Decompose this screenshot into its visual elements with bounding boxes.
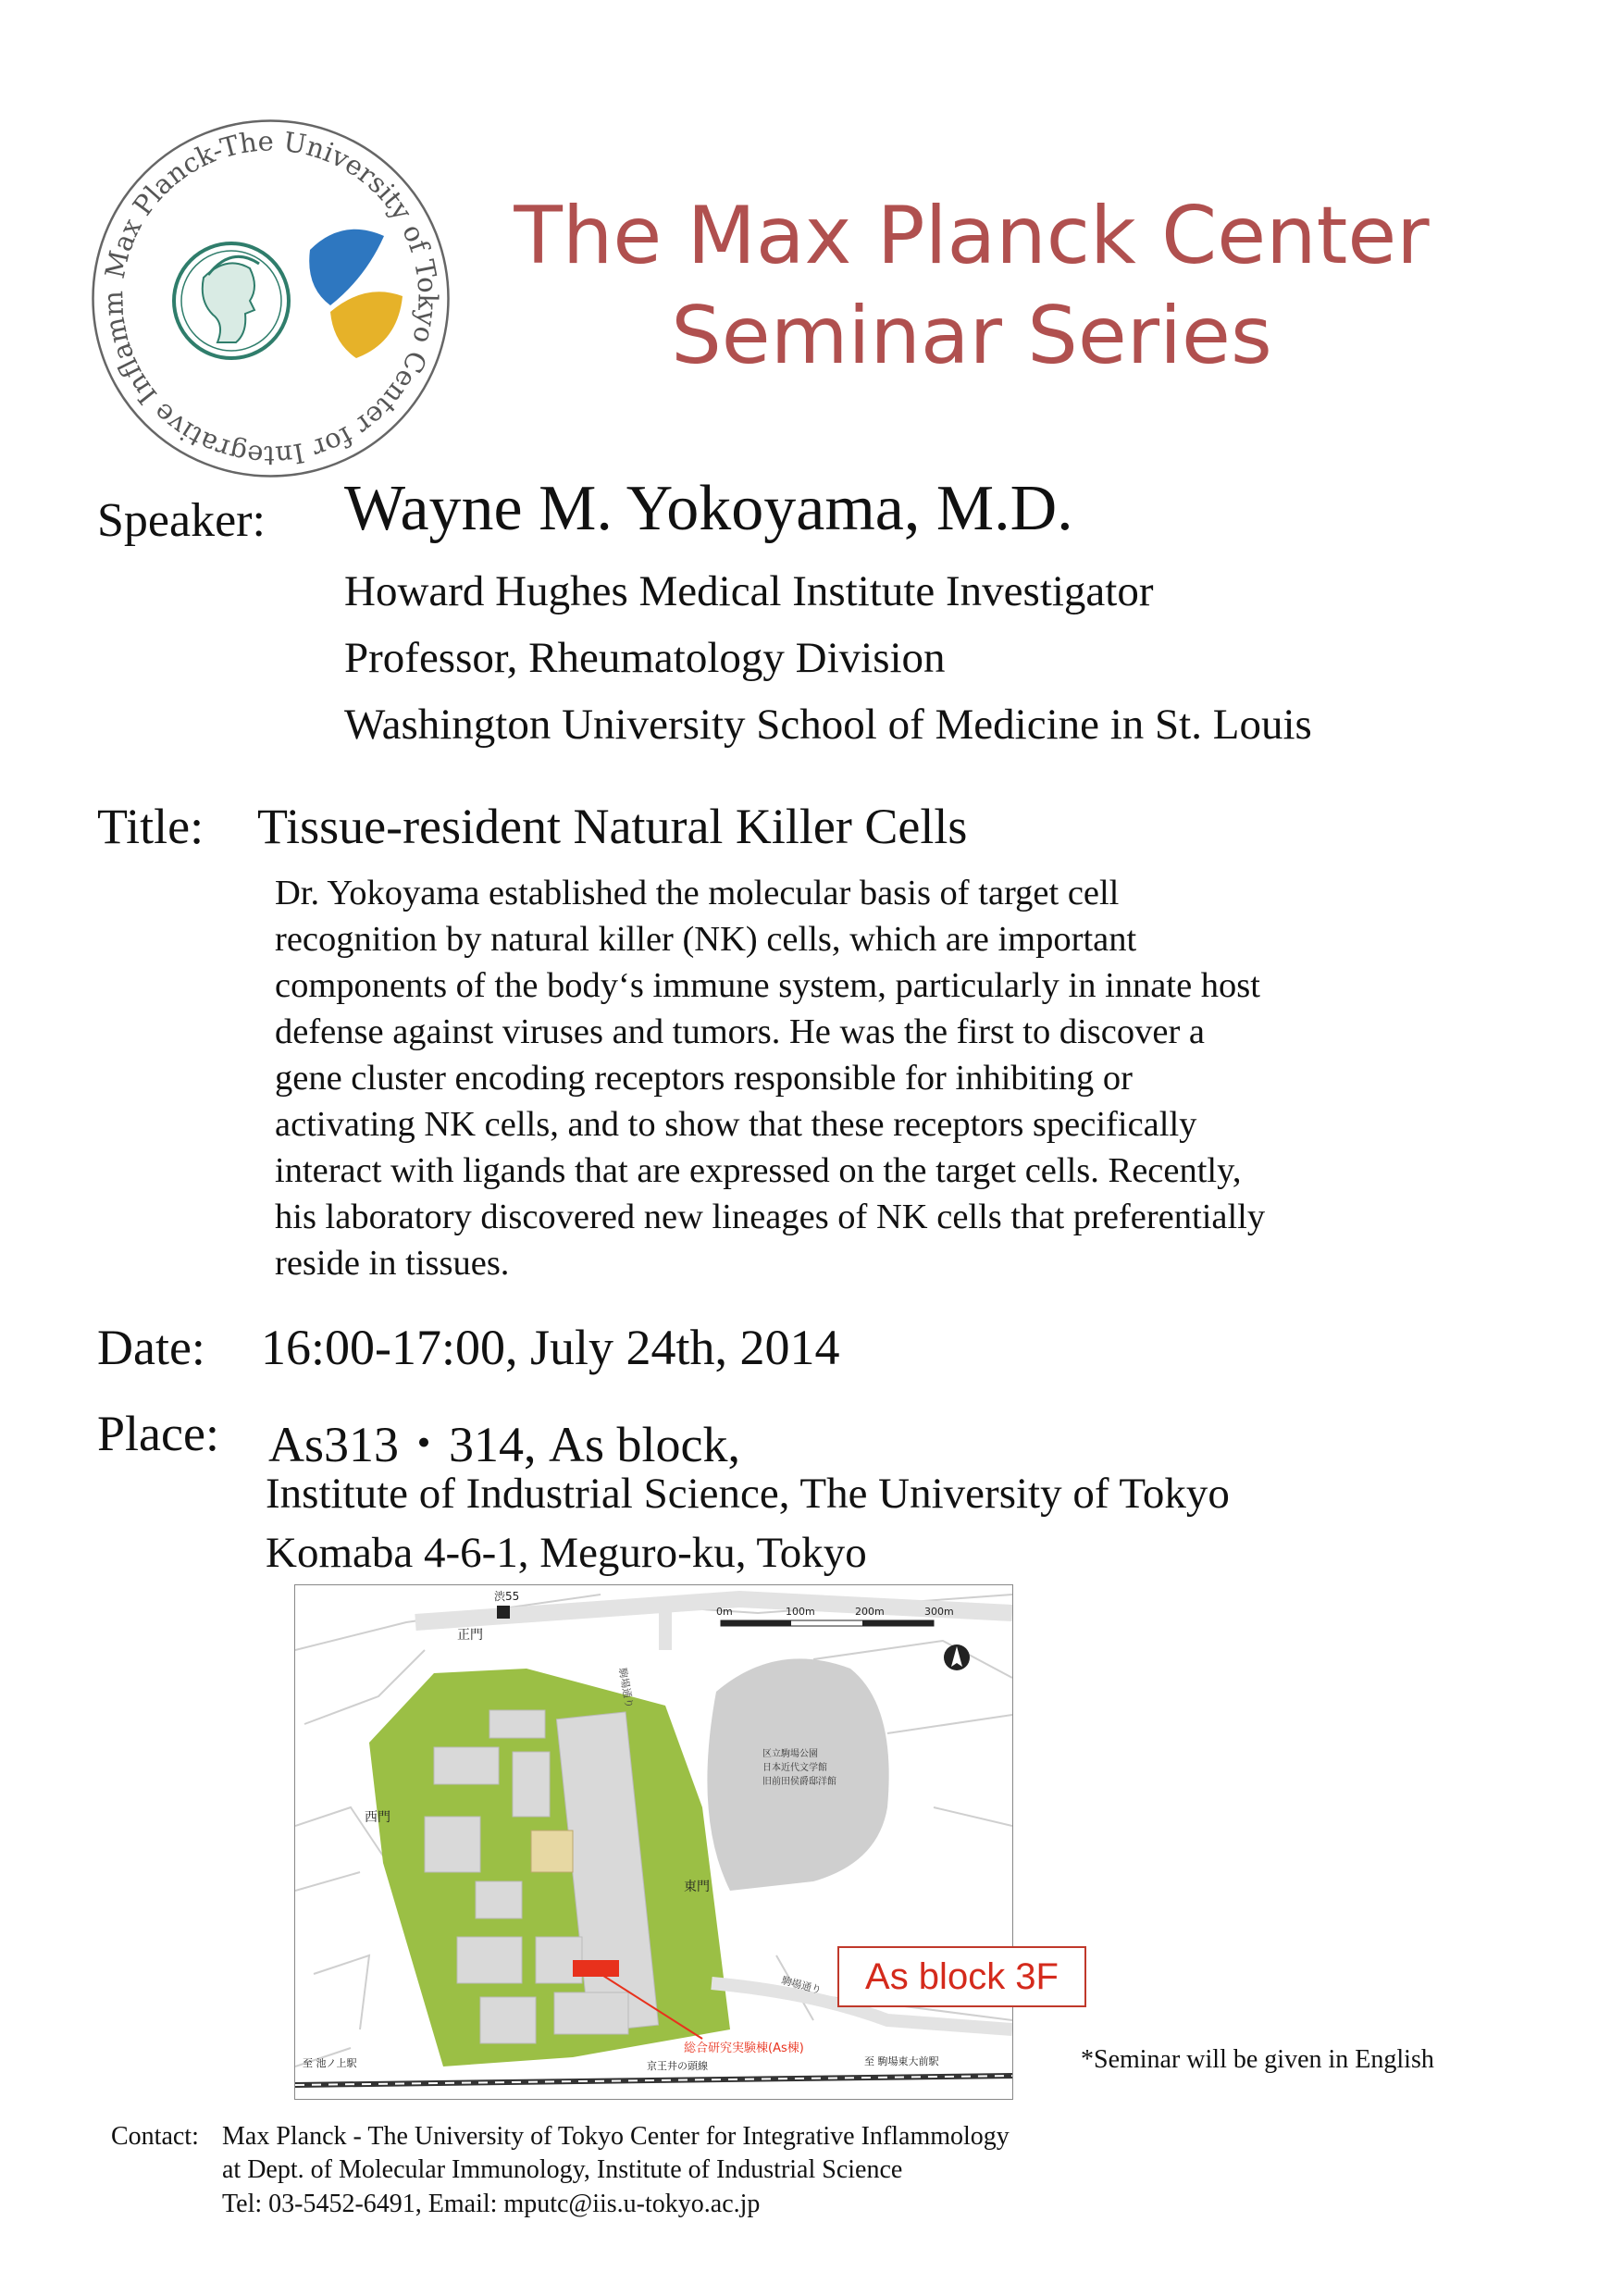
speaker-affiliation: Professor, Rheumatology Division bbox=[344, 634, 946, 682]
map-park-label: 旧前田侯爵邸洋館 bbox=[762, 1777, 836, 1787]
contact-line: at Dept. of Molecular Immunology, Institute of Industrial Science bbox=[222, 2155, 903, 2184]
map-east-gate: 東門 bbox=[684, 1880, 710, 1894]
abstract-line: his laboratory discovered new lineages of NK cells that preferentially bbox=[275, 1198, 1266, 1236]
map-park-label: 区立駒場公園 bbox=[762, 1749, 818, 1759]
place-room: As313・314, As block, bbox=[268, 1417, 740, 1472]
map-west-gate: 西門 bbox=[365, 1810, 390, 1825]
abstract-line: activating NK cells, and to show that these receptors specifically bbox=[275, 1105, 1197, 1144]
contact-email-line: Tel: 03-5452-6491, Email: mputc@iis.u-tokyo.ac.jp bbox=[222, 2190, 761, 2218]
minerva-emblem-icon bbox=[174, 243, 289, 358]
place-address: Komaba 4-6-1, Meguro-ku, Tokyo bbox=[266, 1529, 867, 1577]
language-note: *Seminar will be given in English bbox=[1081, 2045, 1434, 2074]
speaker-name: Wayne M. Yokoyama, M.D. bbox=[344, 473, 1073, 544]
logo-ring-text: Max Planck-The University of Tokyo Center for Integrative Inflammology bbox=[97, 125, 444, 472]
abstract bbox=[275, 870, 1552, 1286]
scale-label: 300m bbox=[924, 1606, 954, 1618]
abstract-line: gene cluster encoding receptors responsible for inhibiting or bbox=[275, 1059, 1133, 1098]
bus-stop-icon bbox=[497, 1606, 510, 1619]
abstract-line: recognition by natural killer (NK) cells, which are important bbox=[275, 920, 1137, 959]
abstract-line: Dr. Yokoyama established the molecular basis of target cell bbox=[275, 874, 1120, 912]
place-institute: Institute of Industrial Science, The University of Tokyo bbox=[266, 1470, 1230, 1518]
center-logo bbox=[88, 116, 453, 481]
north-arrow-icon bbox=[944, 1644, 970, 1670]
map-station-left: 至 池ノ上駅 bbox=[303, 2057, 357, 2069]
date-label: Date: bbox=[97, 1320, 205, 1375]
abstract-line: components of the body‘s immune system, particularly in innate host bbox=[275, 966, 1260, 1005]
map-bus-label: 渋55 bbox=[494, 1590, 520, 1603]
map-station-right: 至 駒場東大前駅 bbox=[864, 2055, 939, 2067]
contact-line: Max Planck - The University of Tokyo Center for Integrative Inflammology bbox=[222, 2122, 1010, 2151]
scale-label: 200m bbox=[855, 1606, 885, 1618]
talk-title: Tissue-resident Natural Killer Cells bbox=[257, 799, 968, 854]
contact-label: Contact: bbox=[111, 2122, 199, 2151]
map-street-label: 駒場通り bbox=[780, 1974, 824, 1997]
abstract-line: interact with ligands that are expressed on the target cells. Recently, bbox=[275, 1151, 1242, 1190]
abstract-line: reside in tissues. bbox=[275, 1244, 510, 1283]
page-title-line-1: The Max Planck Center bbox=[514, 190, 1430, 282]
map-target-label: 総合研究実験棟(As棟) bbox=[684, 2042, 804, 2055]
date-value: 16:00-17:00, July 24th, 2014 bbox=[261, 1320, 840, 1375]
speaker-affiliation: Washington University School of Medicine in St. Louis bbox=[344, 701, 1312, 749]
map-street-label: 駒場通り bbox=[616, 1667, 636, 1709]
abstract-line: defense against viruses and tumors. He was the first to discover a bbox=[275, 1012, 1206, 1051]
page-title-line-2: Seminar Series bbox=[671, 290, 1272, 382]
map-park-label: 日本近代文学館 bbox=[762, 1763, 827, 1773]
place-label: Place: bbox=[97, 1406, 219, 1461]
scale-label: 0m bbox=[716, 1606, 733, 1618]
campus-map bbox=[294, 1584, 1013, 2100]
ginkgo-leaf-icon bbox=[309, 230, 403, 364]
map-railway-label: 京王井の頭線 bbox=[647, 2060, 708, 2072]
talk-title-label: Title: bbox=[97, 799, 204, 854]
speaker-affiliation: Howard Hughes Medical Institute Investigator bbox=[344, 567, 1154, 615]
as-block-building bbox=[573, 1960, 619, 1977]
map-main-gate: 正門 bbox=[457, 1628, 483, 1643]
speaker-label: Speaker: bbox=[97, 494, 266, 547]
scale-label: 100m bbox=[786, 1606, 815, 1618]
as-block-callout: As block 3F bbox=[837, 1946, 1086, 2007]
